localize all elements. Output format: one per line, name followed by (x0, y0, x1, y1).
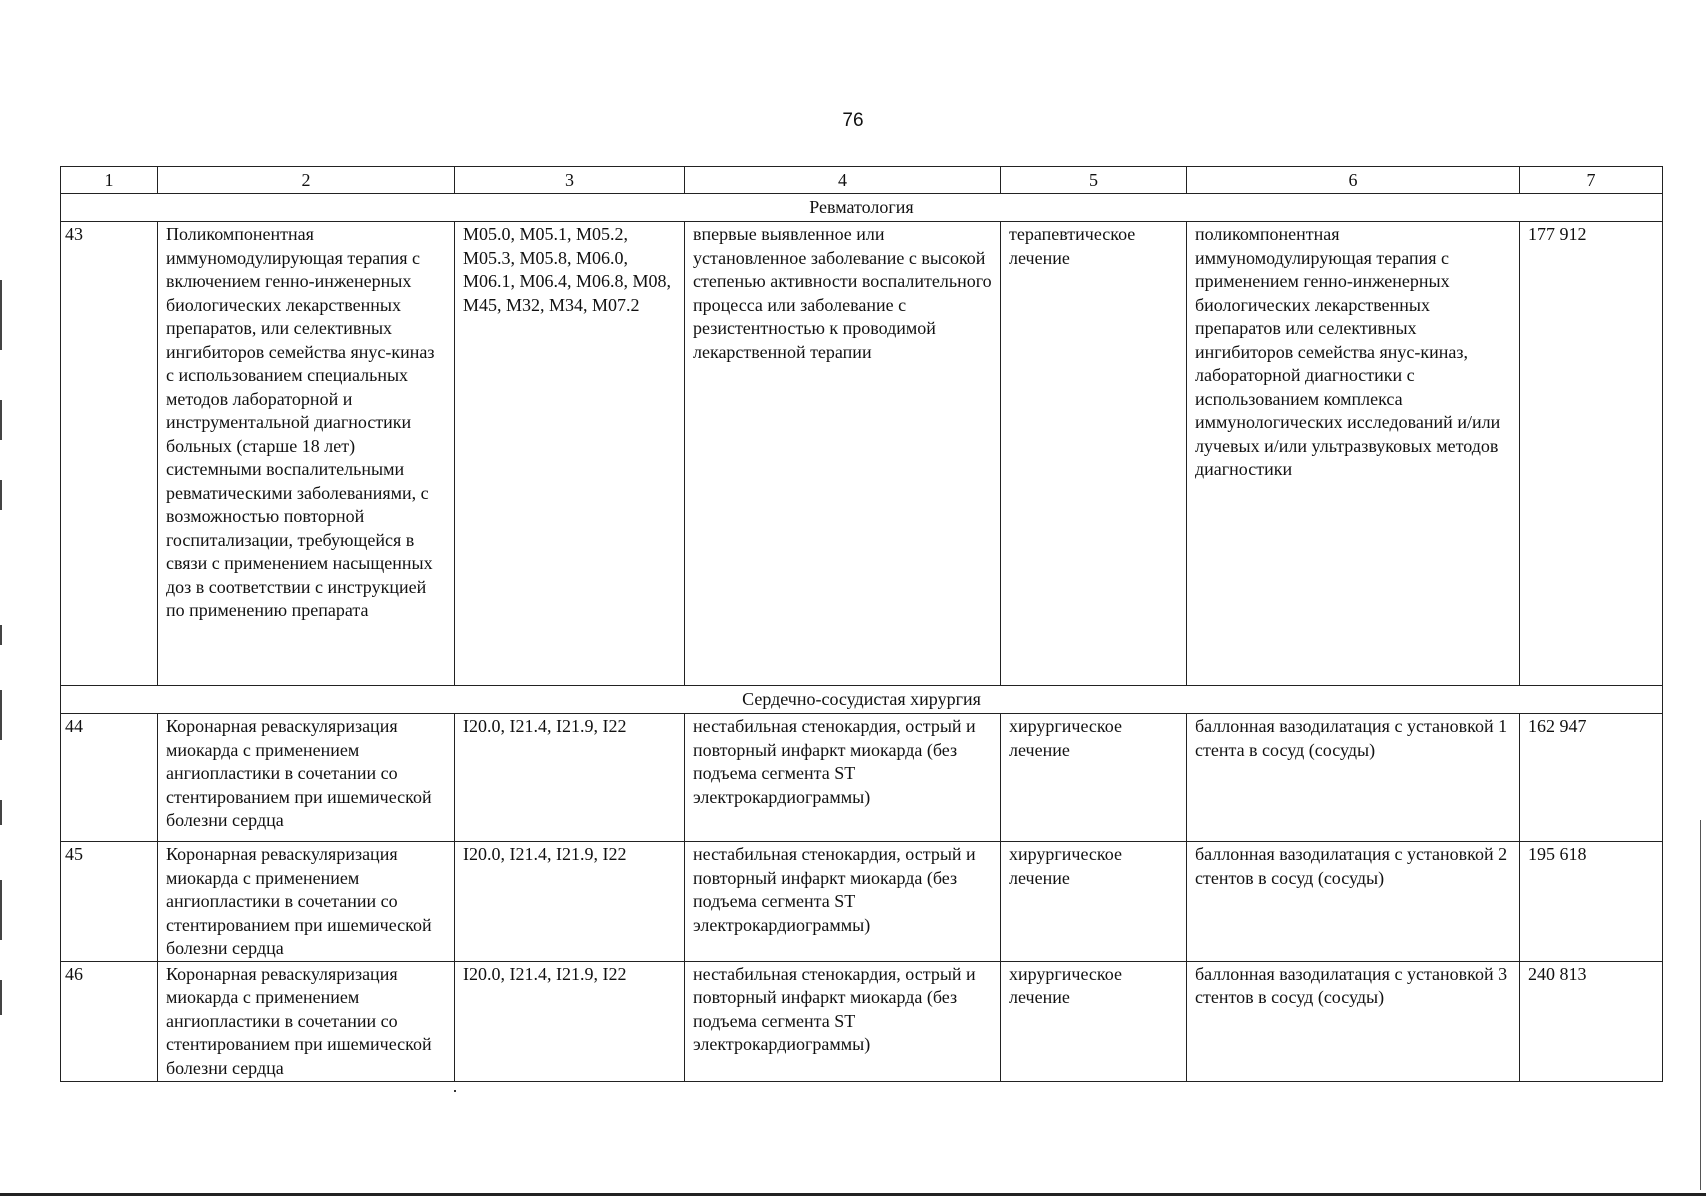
care-name: Коронарная реваскуляризация миокарда с применением ангиопластики в сочетании со стентированием при ишемической болезни сердца (158, 961, 455, 1081)
table-row (61, 222, 1663, 686)
icd-codes: I20.0, I21.4, I21.9, I22 (455, 842, 685, 962)
row-number: 44 (61, 714, 158, 842)
table-row (61, 714, 1663, 842)
medical-care-table (60, 166, 1663, 1082)
column-header: 5 (1001, 167, 1187, 194)
treatment-method: баллонная вазодилатация с установкой 1 стента в сосуд (сосуды) (1187, 714, 1520, 842)
column-header: 1 (61, 167, 158, 194)
section-title: Сердечно-сосудистая хирургия (61, 686, 1663, 714)
section-title: Ревматология (61, 194, 1663, 222)
patient-model: впервые выявленное или установленное заболевание с высокой степенью активности воспалительного процесса или заболевание с резистентностью к проводимой лекарственной терапии (685, 222, 1001, 686)
patient-model: нестабильная стенокардия, острый и повторный инфаркт миокарда (без подъема сегмента ST электрокардиограммы) (685, 961, 1001, 1081)
row-number: 43 (61, 222, 158, 686)
table-row (61, 961, 1663, 1081)
patient-model: нестабильная стенокардия, острый и повторный инфаркт миокарда (без подъема сегмента ST электрокардиограммы) (685, 714, 1001, 842)
treatment-type: хирургическое лечение (1001, 961, 1187, 1081)
cost-value: 177 912 (1520, 222, 1663, 686)
cost-value: 195 618 (1520, 842, 1663, 962)
treatment-type: хирургическое лечение (1001, 714, 1187, 842)
cost-value: 162 947 (1520, 714, 1663, 842)
section-header-rheumatology (61, 194, 1663, 222)
scan-bottom-edge (0, 1193, 1706, 1196)
table-row (61, 842, 1663, 962)
section-header-cardiovascular-surgery (61, 686, 1663, 714)
care-name: Коронарная реваскуляризация миокарда с применением ангиопластики в сочетании со стентированием при ишемической болезни сердца (158, 714, 455, 842)
page-number: 76 (842, 110, 864, 131)
treatment-type: хирургическое лечение (1001, 842, 1187, 962)
column-header: 4 (685, 167, 1001, 194)
column-header: 2 (158, 167, 455, 194)
column-header: 6 (1187, 167, 1520, 194)
treatment-method: баллонная вазодилатация с установкой 2 стентов в сосуд (сосуды) (1187, 842, 1520, 962)
column-header: 7 (1520, 167, 1663, 194)
treatment-method: баллонная вазодилатация с установкой 3 стентов в сосуд (сосуды) (1187, 961, 1520, 1081)
row-number: 46 (61, 961, 158, 1081)
scan-speck (454, 1090, 456, 1092)
care-name: Коронарная реваскуляризация миокарда с применением ангиопластики в сочетании со стентированием при ишемической болезни сердца (158, 842, 455, 962)
treatment-method: поликомпонентная иммуномодулирующая терапия с применением генно-инженерных биологических лекарственных препаратов или селективных ингибиторов семейства янус-киназ, лабораторной диагностики с использованием комплекса иммунологических исследований и/или лучевых и/или ультразвуковых методов диагностики (1187, 222, 1520, 686)
scan-right-edge (1700, 820, 1701, 1190)
row-number: 45 (61, 842, 158, 962)
patient-model: нестабильная стенокардия, острый и повторный инфаркт миокарда (без подъема сегмента ST электрокардиограммы) (685, 842, 1001, 962)
icd-codes: I20.0, I21.4, I21.9, I22 (455, 961, 685, 1081)
cost-value: 240 813 (1520, 961, 1663, 1081)
care-name: Поликомпонентная иммуномодулирующая терапия с включением генно-инженерных биологических лекарственных препаратов, или селективных ингибиторов семейства янус-киназ с использованием специальных методов лабораторной и инструментальной диагностики больных (старше 18 лет) системными воспалительными ревматическими заболеваниями, с возможностью повторной госпитализации, требующейся в связи с применением насыщенных доз в соответствии с инструкцией по применению препарата (158, 222, 455, 686)
icd-codes: I20.0, I21.4, I21.9, I22 (455, 714, 685, 842)
column-header: 3 (455, 167, 685, 194)
scan-edge-marks (0, 280, 3, 1080)
treatment-type: терапевтическое лечение (1001, 222, 1187, 686)
icd-codes: M05.0, M05.1, M05.2, M05.3, M05.8, M06.0, M06.1, M06.4, M06.8, M08, M45, M32, M34, M07.2 (455, 222, 685, 686)
column-number-row (61, 167, 1663, 194)
